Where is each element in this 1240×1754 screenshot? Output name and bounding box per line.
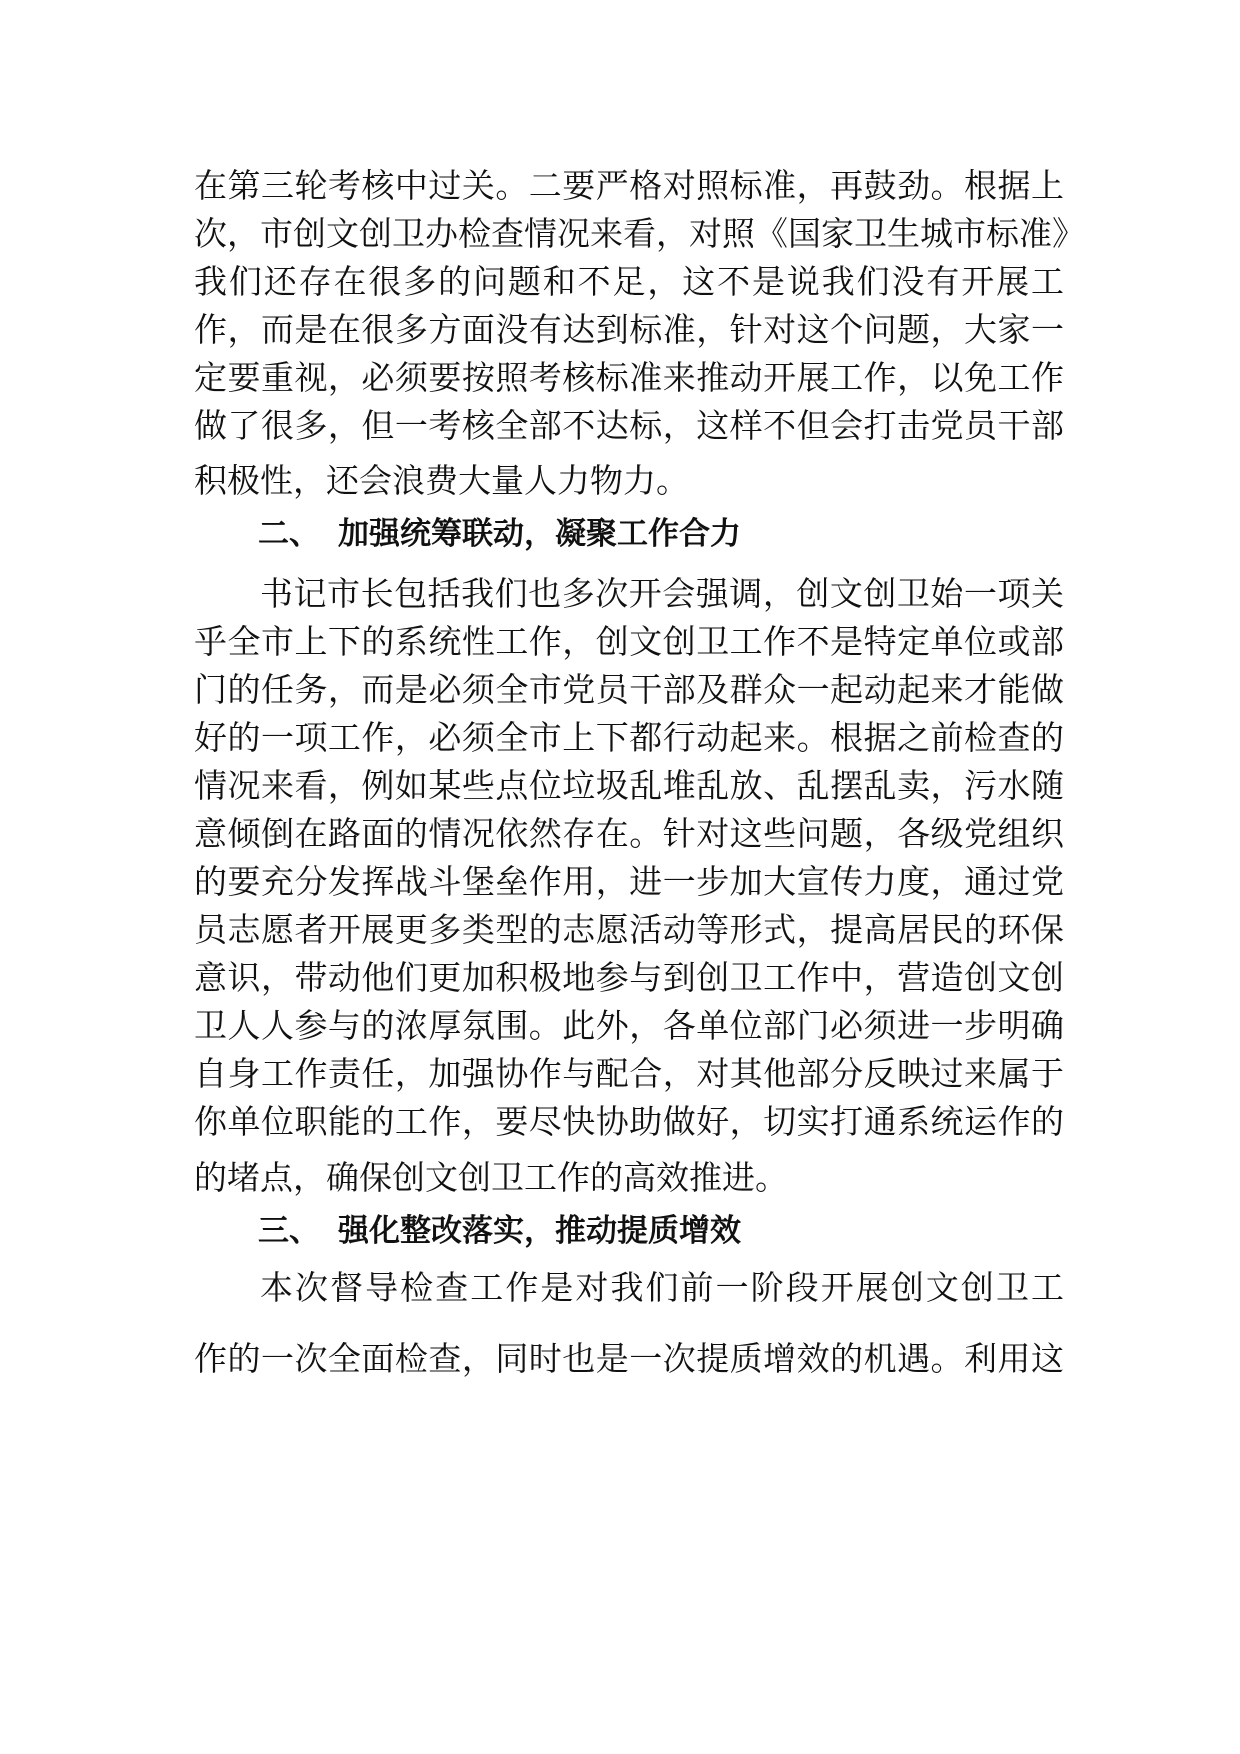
paragraph-line: 我们还存在很多的问题和不足，这不是说我们没有开展工 — [194, 262, 1064, 301]
paragraph-line: 乎全市上下的系统性工作，创文创卫工作不是特定单位或部 — [194, 622, 1064, 661]
paragraph-line: 作，而是在很多方面没有达到标准，针对这个问题，大家一 — [194, 310, 1064, 349]
paragraph-line: 在第三轮考核中过关。二要严格对照标准，再鼓劲。根据上 — [194, 166, 1064, 205]
paragraph-line: 门的任务，而是必须全市党员干部及群众一起动起来才能做 — [194, 670, 1064, 709]
paragraph-line: 自身工作责任，加强协作与配合，对其他部分反映过来属于 — [194, 1054, 1064, 1093]
paragraph-line: 情况来看，例如某些点位垃圾乱堆乱放、乱摆乱卖，污水随 — [194, 766, 1064, 805]
paragraph-line: 次，市创文创卫办检查情况来看，对照《国家卫生城市标准》 — [194, 214, 1085, 253]
section-heading-3 — [258, 1211, 741, 1251]
paragraph-line: 书记市长包括我们也多次开会强调，创文创卫始一项关 — [260, 574, 1064, 613]
paragraph-line: 本次督导检查工作是对我们前一阶段开展创文创卫工 — [260, 1268, 1064, 1307]
paragraph-line: 定要重视，必须要按照考核标准来推动开展工作，以免工作 — [194, 358, 1064, 397]
section-number: 三、 — [258, 1213, 320, 1249]
section-title: 强化整改落实，推动提质增效 — [338, 1213, 741, 1249]
section-title: 加强统筹联动，凝聚工作合力 — [338, 516, 741, 552]
paragraph-line: 意倾倒在路面的情况依然存在。针对这些问题，各级党组织 — [194, 814, 1064, 853]
paragraph-line: 好的一项工作，必须全市上下都行动起来。根据之前检查的 — [194, 718, 1064, 757]
paragraph-line: 你单位职能的工作，要尽快协助做好，切实打通系统运作的 — [194, 1102, 1064, 1141]
paragraph-line: 的要充分发挥战斗堡垒作用，进一步加大宣传力度，通过党 — [194, 862, 1064, 901]
paragraph-line: 卫人人参与的浓厚氛围。此外，各单位部门必须进一步明确 — [194, 1006, 1064, 1045]
section-number: 二、 — [258, 516, 320, 552]
section-heading-2 — [258, 514, 741, 554]
paragraph-line: 的堵点，确保创文创卫工作的高效推进。 — [194, 1158, 788, 1197]
paragraph-line: 积极性，还会浪费大量人力物力。 — [194, 461, 689, 500]
paragraph-line: 作的一次全面检查，同时也是一次提质增效的机遇。利用这 — [194, 1339, 1064, 1378]
paragraph-line: 意识，带动他们更加积极地参与到创卫工作中，营造创文创 — [194, 958, 1064, 997]
paragraph-line: 做了很多，但一考核全部不达标，这样不但会打击党员干部 — [194, 406, 1064, 445]
paragraph-line: 员志愿者开展更多类型的志愿活动等形式，提高居民的环保 — [194, 910, 1064, 949]
